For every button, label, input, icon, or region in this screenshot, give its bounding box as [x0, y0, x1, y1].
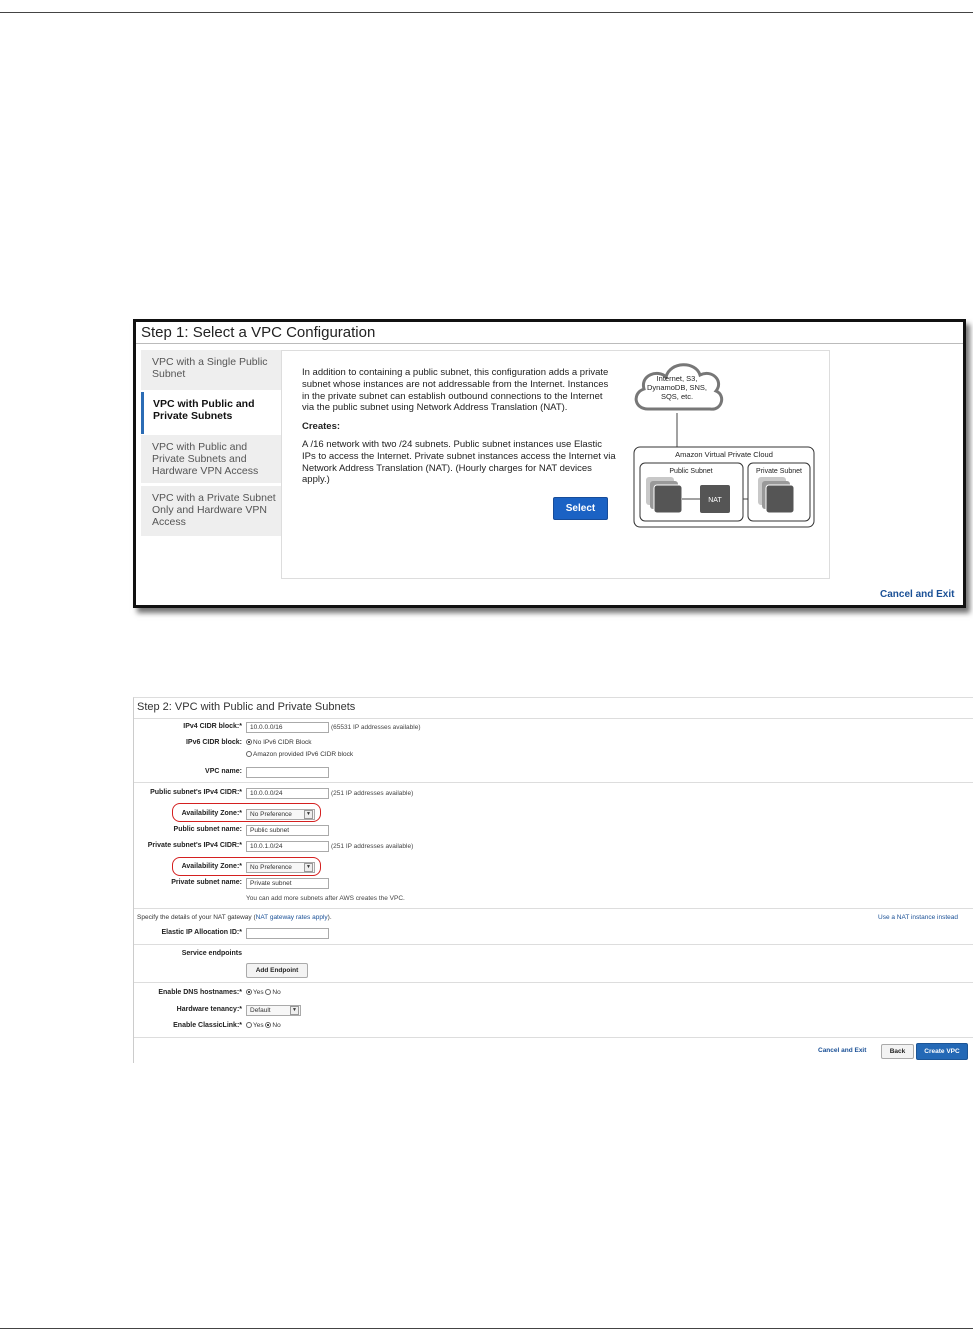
classiclink-options — [246, 1022, 281, 1029]
nat-label: NAT — [708, 497, 722, 504]
dns-yes-radio[interactable] — [246, 989, 252, 995]
public-az-select[interactable] — [246, 809, 315, 820]
ipv6-option-none-label: No IPv6 CIDR Block — [253, 739, 312, 746]
classiclink-yes-radio[interactable] — [246, 1022, 252, 1028]
tab-private-only-vpn[interactable]: VPC with a Private Subnet Only and Hardware VPN Access — [141, 486, 281, 536]
cloud-line-2: DynamoDB, SNS, — [646, 383, 708, 392]
private-subnet-cidr-label: Private subnet's IPv4 CIDR:* — [147, 842, 242, 849]
public-subnet-name-label: Public subnet name: — [173, 826, 242, 833]
creates-heading: Creates: — [302, 421, 341, 432]
hardware-tenancy-select[interactable] — [246, 1005, 301, 1016]
add-endpoint-button[interactable]: Add Endpoint — [246, 963, 308, 978]
public-subnet-cidr-label: Public subnet's IPv4 CIDR:* — [150, 789, 242, 796]
service-endpoints-label: Service endpoints — [181, 950, 242, 957]
vpc-label: Amazon Virtual Private Cloud — [675, 450, 773, 459]
private-az-value: No Preference — [250, 864, 292, 871]
ipv4-cidr-hint: (65531 IP addresses available) — [331, 724, 421, 731]
classiclink-label: Enable ClassicLink:* — [173, 1022, 242, 1029]
public-subnet-name-input[interactable]: Public subnet — [246, 825, 329, 836]
private-az-select[interactable] — [246, 862, 315, 873]
config-detail-panel — [281, 350, 830, 579]
ipv4-cidr-label: IPv4 CIDR block:* — [183, 723, 242, 730]
public-subnet-label: Public Subnet — [669, 468, 713, 475]
eip-label: Elastic IP Allocation ID:* — [161, 929, 242, 936]
hardware-tenancy-label: Hardware tenancy:* — [176, 1006, 242, 1013]
divider — [134, 718, 973, 719]
step2-cancel-link[interactable]: Cancel and Exit — [818, 1047, 867, 1054]
private-subnet-cidr-hint: (251 IP addresses available) — [331, 843, 414, 850]
cloud-line-3: SQS, etc. — [660, 392, 694, 401]
public-subnet-cidr-input[interactable]: 10.0.0.0/24 — [246, 788, 329, 799]
more-subnets-hint: You can add more subnets after AWS creates the VPC. — [246, 895, 405, 902]
divider — [134, 908, 973, 909]
chevron-down-icon[interactable]: ▼ — [304, 810, 313, 819]
ipv6-option-amazon-label: Amazon provided IPv6 CIDR block — [253, 751, 354, 758]
divider — [134, 982, 973, 983]
dns-yes-label: Yes — [253, 989, 264, 996]
tab-public-private-vpn[interactable]: VPC with Public and Private Subnets and Hardware VPN Access — [141, 435, 281, 483]
step1-title: Step 1: Select a VPC Configuration — [141, 324, 376, 341]
vpc-name-label: VPC name: — [205, 768, 242, 775]
dns-no-label: No — [272, 989, 281, 996]
step2-panel — [133, 697, 973, 1063]
public-az-label: Availability Zone:* — [181, 810, 242, 817]
tab-public-private-subnets[interactable]: VPC with Public and Private Subnets — [141, 392, 281, 434]
ipv6-cidr-label: IPv6 CIDR block: — [185, 739, 242, 746]
creates-description: A /16 network with two /24 subnets. Public subnet instances use Elastic IPs to access the Internet. Private subnet instances access the Internet via Network Address Translation (NAT). (Hourly charges for NAT devices apply.) — [302, 439, 616, 486]
public-subnet-cidr-hint: (251 IP addresses available) — [331, 790, 414, 797]
private-az-label: Availability Zone:* — [181, 863, 242, 870]
dns-hostnames-options — [246, 989, 281, 996]
vpc-architecture-diagram — [630, 357, 820, 535]
private-subnet-name-label: Private subnet name: — [171, 879, 242, 886]
divider — [134, 944, 973, 945]
page-top-rule — [0, 12, 973, 13]
ipv4-cidr-input[interactable]: 10.0.0.0/16 — [246, 722, 329, 733]
dns-no-radio[interactable] — [265, 989, 271, 995]
radio-empty-icon[interactable] — [246, 751, 252, 757]
nat-text-pre: Specify the details of your NAT gateway ( — [137, 914, 256, 921]
ipv6-option-none[interactable] — [246, 739, 312, 746]
step1-cancel-link[interactable]: Cancel and Exit — [880, 589, 955, 600]
radio-selected-icon[interactable] — [246, 739, 252, 745]
hardware-tenancy-value: Default — [250, 1007, 271, 1014]
config-description: In addition to containing a public subnet, this configuration adds a private subnet whose instances are not addressable from the Internet. Instances in the private subnet can establish outbound connections to the Internet via the public subnet using Network Address Translation (NAT). — [302, 367, 609, 414]
step1-panel — [133, 319, 966, 608]
cloud-line-1: Internet, S3, — [656, 374, 698, 383]
classiclink-no-radio[interactable] — [265, 1022, 271, 1028]
public-instance-icon — [654, 485, 682, 513]
divider — [134, 782, 973, 783]
classiclink-no-label: No — [272, 1022, 281, 1029]
private-subnet-name-input[interactable]: Private subnet — [246, 878, 329, 889]
step2-title: Step 2: VPC with Public and Private Subnets — [137, 701, 356, 713]
back-button[interactable]: Back — [881, 1044, 914, 1059]
vpc-name-input[interactable] — [246, 767, 329, 778]
ipv6-option-amazon[interactable] — [246, 751, 353, 758]
public-az-value: No Preference — [250, 811, 292, 818]
nat-text-post: ). — [327, 914, 332, 921]
classiclink-yes-label: Yes — [253, 1022, 264, 1029]
create-vpc-button[interactable]: Create VPC — [916, 1043, 968, 1060]
step1-title-divider — [136, 343, 963, 344]
nat-gateway-rates-link[interactable]: NAT gateway rates apply — [255, 914, 328, 921]
divider — [134, 1037, 973, 1038]
chevron-down-icon[interactable]: ▼ — [304, 863, 313, 872]
tab-single-public-subnet[interactable]: VPC with a Single Public Subnet — [141, 350, 281, 390]
page-bottom-rule — [0, 1328, 973, 1329]
select-button[interactable]: Select — [553, 497, 608, 520]
private-subnet-cidr-input[interactable]: 10.0.1.0/24 — [246, 841, 329, 852]
private-instance-icon — [766, 485, 794, 513]
use-nat-instance-link[interactable]: Use a NAT instance instead — [878, 914, 958, 921]
private-subnet-label: Private Subnet — [756, 468, 802, 475]
nat-gateway-text — [137, 914, 332, 921]
dns-hostnames-label: Enable DNS hostnames:* — [158, 989, 242, 996]
eip-input[interactable] — [246, 928, 329, 939]
chevron-down-icon[interactable]: ▼ — [290, 1006, 299, 1015]
